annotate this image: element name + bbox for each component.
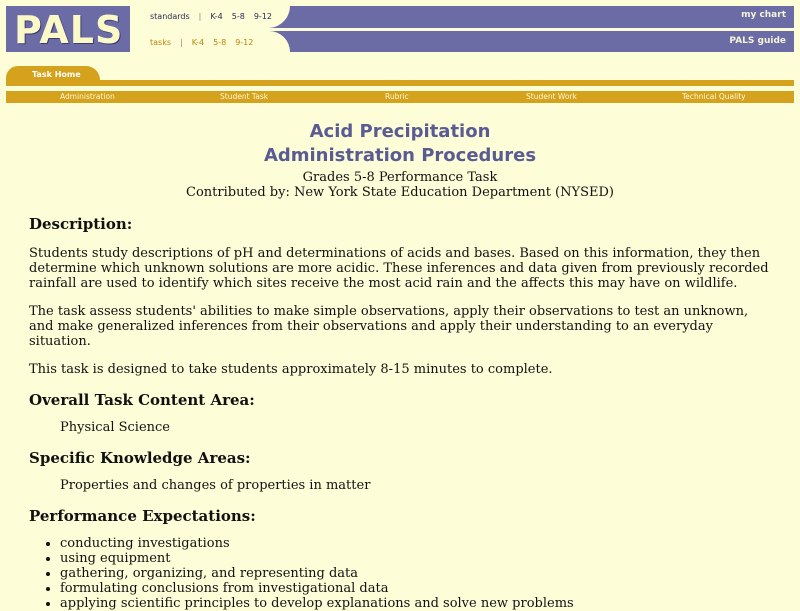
description-heading: Description: (29, 215, 133, 233)
description-paragraph-3: This task is designed to take students approximately 8-15 minutes to complete. (29, 362, 553, 377)
knowledge-areas-value: Properties and changes of properties in matter (60, 478, 371, 493)
pals-guide-link[interactable]: PALS guide (729, 36, 786, 46)
subnav-student-work[interactable]: Student Work (526, 92, 577, 101)
nav-standards-9-12-link[interactable]: 9-12 (253, 12, 272, 21)
subnav-administration[interactable]: Administration (60, 92, 115, 101)
grade-level: Grades 5-8 Performance Task (302, 170, 498, 185)
standards-nav (150, 12, 272, 21)
logo-text: PALS (14, 8, 124, 52)
nav-separator: | (180, 38, 183, 47)
subnav-rubric[interactable]: Rubric (385, 92, 409, 101)
site-header (0, 0, 800, 60)
description-paragraph-2: The task assess students' abilities to make simple observations, apply their observations to test an unknown, and make generalized inferences from their observations and apply their understanding to an everyday situation. (29, 304, 749, 349)
main-content (29, 110, 771, 611)
sub-navigation (6, 91, 794, 103)
tasks-nav (150, 38, 253, 47)
content-area-heading: Overall Task Content Area: (29, 391, 255, 409)
nav-tasks-k4-link[interactable]: K-4 (191, 38, 205, 47)
nav-standards-5-8-link[interactable]: 5-8 (231, 12, 245, 21)
title-line-1: Acid Precipitation (309, 121, 491, 142)
pals-logo[interactable] (6, 6, 130, 52)
nav-tasks-5-8-link[interactable]: 5-8 (213, 38, 227, 47)
list-item: • using equipment (60, 551, 771, 566)
description-paragraph-1: Students study descriptions of pH and determinations of acids and bases. Based on this information, they then determine which unknown solutions are more acidic. These inferences and data given from previously recorded rainfall are used to identify which sites receive the most acid rain and the affects this may have on wildlife. (29, 246, 769, 291)
content-area-value: Physical Science (60, 420, 170, 435)
contributor: Contributed by: New York State Education Department (NYSED) (186, 185, 614, 200)
list-item: • gathering, organizing, and representing data (60, 566, 771, 581)
title-line-2: Administration Procedures (263, 145, 537, 166)
list-item: • applying scientific principles to develop explanations and solve new problems (60, 596, 771, 611)
list-item: • formulating conclusions from investigational data (60, 581, 771, 596)
subnav-student-task[interactable]: Student Task (220, 92, 269, 101)
performance-expectations-heading: Performance Expectations: (29, 507, 256, 525)
nav-tasks-link[interactable]: tasks (150, 38, 172, 47)
nav-tasks-9-12-link[interactable]: 9-12 (235, 38, 254, 47)
subnav-technical-quality[interactable]: Technical Quality (682, 92, 746, 101)
tab-strip (6, 80, 794, 86)
nav-separator: | (198, 12, 202, 21)
list-item: • conducting investigations (60, 536, 771, 551)
my-chart-link[interactable]: my chart (741, 10, 786, 20)
nav-standards-k4-link[interactable]: K-4 (210, 12, 223, 21)
knowledge-areas-heading: Specific Knowledge Areas: (29, 449, 251, 467)
nav-standards-link[interactable]: standards (150, 12, 190, 21)
tab-task-home[interactable]: Task Home (6, 66, 100, 84)
page-title (29, 120, 771, 168)
